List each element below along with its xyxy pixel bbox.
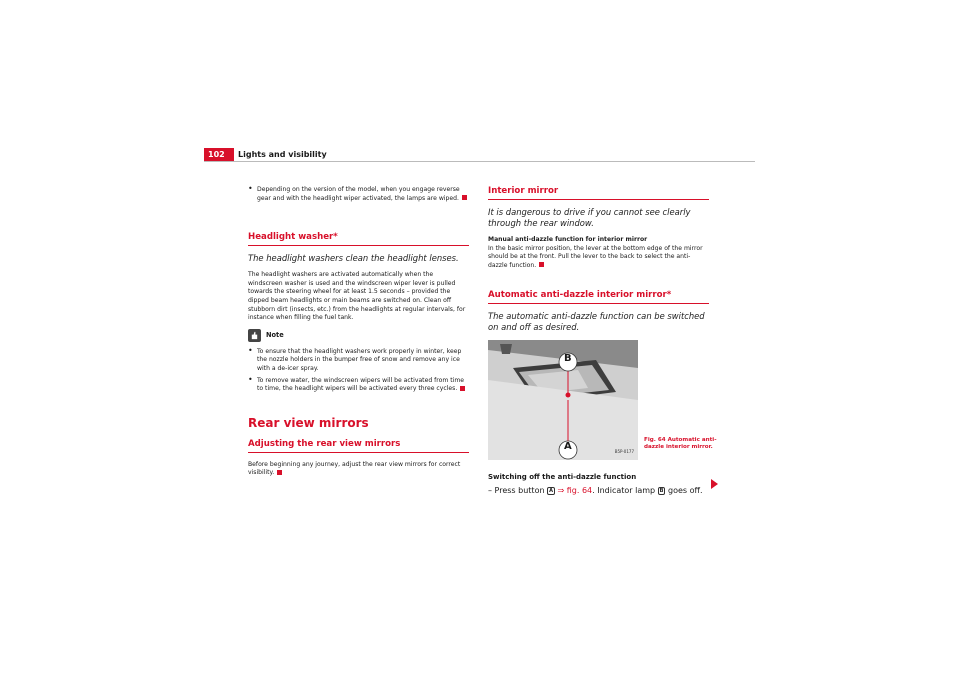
figure-caption: Fig. 64 Automatic anti-dazzle interior mirror. bbox=[644, 437, 717, 450]
interior-subheading: It is dangerous to drive if you cannot see clearly through the rear window. bbox=[488, 207, 691, 228]
figure-label-a: A bbox=[564, 441, 572, 453]
continue-arrow-icon bbox=[711, 479, 718, 489]
end-marker-icon bbox=[460, 386, 465, 391]
mirror-figure bbox=[488, 340, 638, 460]
switch-off-step: – Press button A ⇒ fig. 64. Indicator lamp B goes off. bbox=[488, 486, 703, 496]
note-block bbox=[248, 329, 469, 342]
figure-label-b: B bbox=[564, 353, 572, 365]
mirrors-heading: Rear view mirrors bbox=[248, 415, 369, 430]
adjust-heading: Adjusting the rear view mirrors bbox=[248, 439, 469, 453]
left-column bbox=[248, 186, 469, 478]
auto-heading: Automatic anti-dazzle interior mirror* bbox=[488, 290, 709, 304]
note-icon bbox=[248, 329, 261, 342]
washer-body: The headlight washers are activated automatically when the windscreen washer is used and the windscreen wiper lever is pulled towards the steering wheel for at least 1.5 seconds – provided the dipped beam headlights or main beams are switched on. Clean off stubborn dirt (insects, etc.) from the headlights at regular intervals, for instance when filling the fuel tank. bbox=[248, 271, 466, 322]
interior-heading: Interior mirror bbox=[488, 186, 709, 200]
end-marker-icon bbox=[277, 470, 282, 475]
manual-body: In the basic mirror position, the lever at the bottom edge of the mirror should be at the front. Pull the lever to the back to select the anti-dazzle function. bbox=[488, 244, 703, 269]
intro-bullet: • Depending on the version of the model, when you engage reverse gear and with the headlight wiper activated, the lamps are wiped. bbox=[248, 186, 469, 203]
page-number: 102 bbox=[204, 148, 234, 162]
running-title: Lights and visibility bbox=[238, 150, 327, 159]
washer-subheading: The headlight washers clean the headlight lenses. bbox=[248, 253, 459, 264]
note-label: Note bbox=[266, 330, 284, 339]
figure-code: B5P-0177 bbox=[614, 448, 634, 454]
key-b-icon: B bbox=[659, 487, 664, 494]
switch-off-title: Switching off the anti-dazzle function bbox=[488, 473, 637, 482]
manual-title: Manual anti-dazzle function for interior mirror bbox=[488, 236, 648, 243]
mirror-illustration bbox=[488, 340, 638, 460]
auto-subheading: The automatic anti-dazzle function can be switched on and off as desired. bbox=[488, 311, 705, 333]
washer-heading: Headlight washer* bbox=[248, 232, 469, 246]
end-marker-icon bbox=[462, 195, 467, 200]
note-bullet-2: • To remove water, the windscreen wipers will be activated from time to time, the headlight wipers will be activated every three cycles. bbox=[248, 377, 469, 394]
note-bullet-1: • To ensure that the headlight washers work properly in winter, keep the nozzle holders in the bumper free of snow and remove any ice with a de-icer spray. bbox=[248, 348, 469, 374]
adjust-body: Before beginning any journey, adjust the rear view mirrors for correct visibility. bbox=[248, 460, 461, 477]
figure-reference-link[interactable]: ⇒ fig. 64 bbox=[557, 486, 593, 496]
header-rule bbox=[204, 161, 755, 162]
key-a-icon: A bbox=[549, 487, 553, 494]
end-marker-icon bbox=[539, 262, 544, 267]
